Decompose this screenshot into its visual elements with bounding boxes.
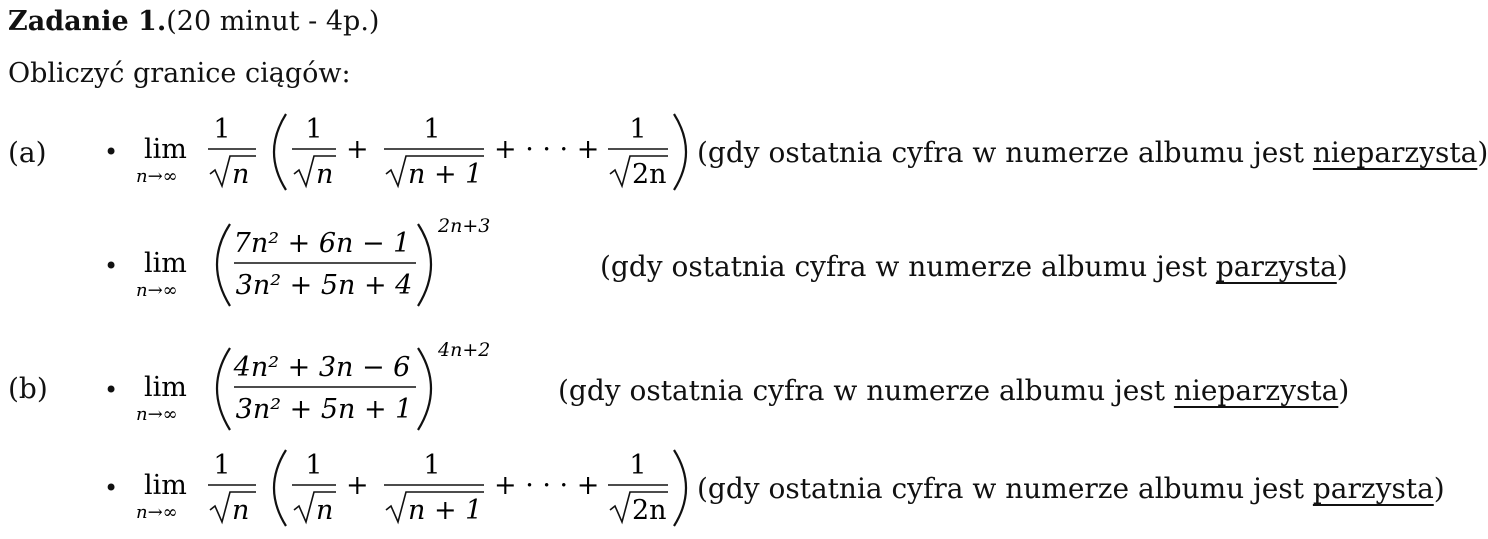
task-title xyxy=(8,6,379,37)
fraction-numerator: 1 xyxy=(213,450,231,481)
task-title-rest: (20 minut - 4p.) xyxy=(166,6,380,37)
lim-subscript: n→∞ xyxy=(136,280,178,301)
condition-keyword: parzysta xyxy=(1312,472,1434,505)
lim-text: lim xyxy=(144,470,187,501)
lim-subscript: n→∞ xyxy=(136,166,178,187)
limit-expression-sum-b xyxy=(130,444,690,538)
limit-expression-power-a xyxy=(130,210,530,314)
svg-text:+: + xyxy=(346,470,369,501)
svg-text:1: 1 xyxy=(629,450,647,481)
svg-text:1: 1 xyxy=(305,450,323,481)
condition-note: (gdy ostatnia cyfra w numerze albumu jest parzysta) xyxy=(600,250,1348,283)
sqrt-radicand: n xyxy=(232,159,250,190)
part-a-label: (a) xyxy=(8,136,47,169)
lim-text: lim xyxy=(144,248,187,279)
fraction-denominator: 3n² + 5n + 1 xyxy=(235,394,413,425)
lim-subscript: n→∞ xyxy=(136,404,178,425)
condition-note: (gdy ostatnia cyfra w numerze albumu jest nieparzysta) xyxy=(558,374,1350,407)
condition-keyword: nieparzysta xyxy=(1312,136,1478,169)
lim-text: lim xyxy=(144,134,187,165)
part-b-label: (b) xyxy=(8,372,48,405)
svg-text:n: n xyxy=(232,495,250,526)
lim-text: lim xyxy=(144,372,187,403)
right-paren-icon xyxy=(418,224,431,306)
right-paren-icon xyxy=(674,114,686,190)
limit-expression-sum-a xyxy=(130,108,690,202)
exponent: 4n+2 xyxy=(438,339,491,361)
limit-expression-power-b xyxy=(130,336,530,440)
condition-note: (gdy ostatnia cyfra w numerze albumu jest nieparzysta) xyxy=(697,136,1488,169)
svg-text:n: n xyxy=(316,495,334,526)
bullet-icon: • xyxy=(104,138,119,166)
left-paren-icon xyxy=(274,114,286,190)
lim-subscript: n→∞ xyxy=(136,502,178,523)
svg-text:n + 1: n + 1 xyxy=(408,495,483,526)
right-paren-icon xyxy=(674,450,686,526)
exponent: 2n+3 xyxy=(438,215,491,237)
bullet-icon: • xyxy=(104,252,119,280)
svg-text:1: 1 xyxy=(629,114,647,145)
fraction-numerator: 4n² + 3n − 6 xyxy=(233,352,411,383)
svg-text:n + 1: n + 1 xyxy=(408,159,483,190)
bullet-icon: • xyxy=(104,376,119,404)
bullet-icon: • xyxy=(104,474,119,502)
fraction-numerator: 1 xyxy=(213,114,231,145)
task-intro: Obliczyć granice ciągów: xyxy=(8,58,351,89)
svg-text:n: n xyxy=(316,159,334,190)
left-paren-icon xyxy=(217,348,230,430)
svg-text:1: 1 xyxy=(305,114,323,145)
svg-text:2n: 2n xyxy=(632,495,667,526)
svg-text:1: 1 xyxy=(423,450,441,481)
condition-note: (gdy ostatnia cyfra w numerze albumu jest parzysta) xyxy=(697,472,1445,505)
condition-keyword: parzysta xyxy=(1215,250,1337,283)
svg-text:2n: 2n xyxy=(632,159,667,190)
svg-text:+: + xyxy=(346,134,369,165)
left-paren-icon xyxy=(217,224,230,306)
condition-keyword: nieparzysta xyxy=(1173,374,1339,407)
right-paren-icon xyxy=(418,348,431,430)
fraction-numerator: 7n² + 6n − 1 xyxy=(233,228,411,259)
svg-text:+ · · · +: + · · · + xyxy=(494,470,600,501)
left-paren-icon xyxy=(274,450,286,526)
fraction-denominator: 3n² + 5n + 4 xyxy=(235,270,413,301)
task-title-bold: Zadanie 1. xyxy=(8,6,167,37)
svg-text:+ · · · +: + · · · + xyxy=(494,134,600,165)
svg-text:1: 1 xyxy=(423,114,441,145)
